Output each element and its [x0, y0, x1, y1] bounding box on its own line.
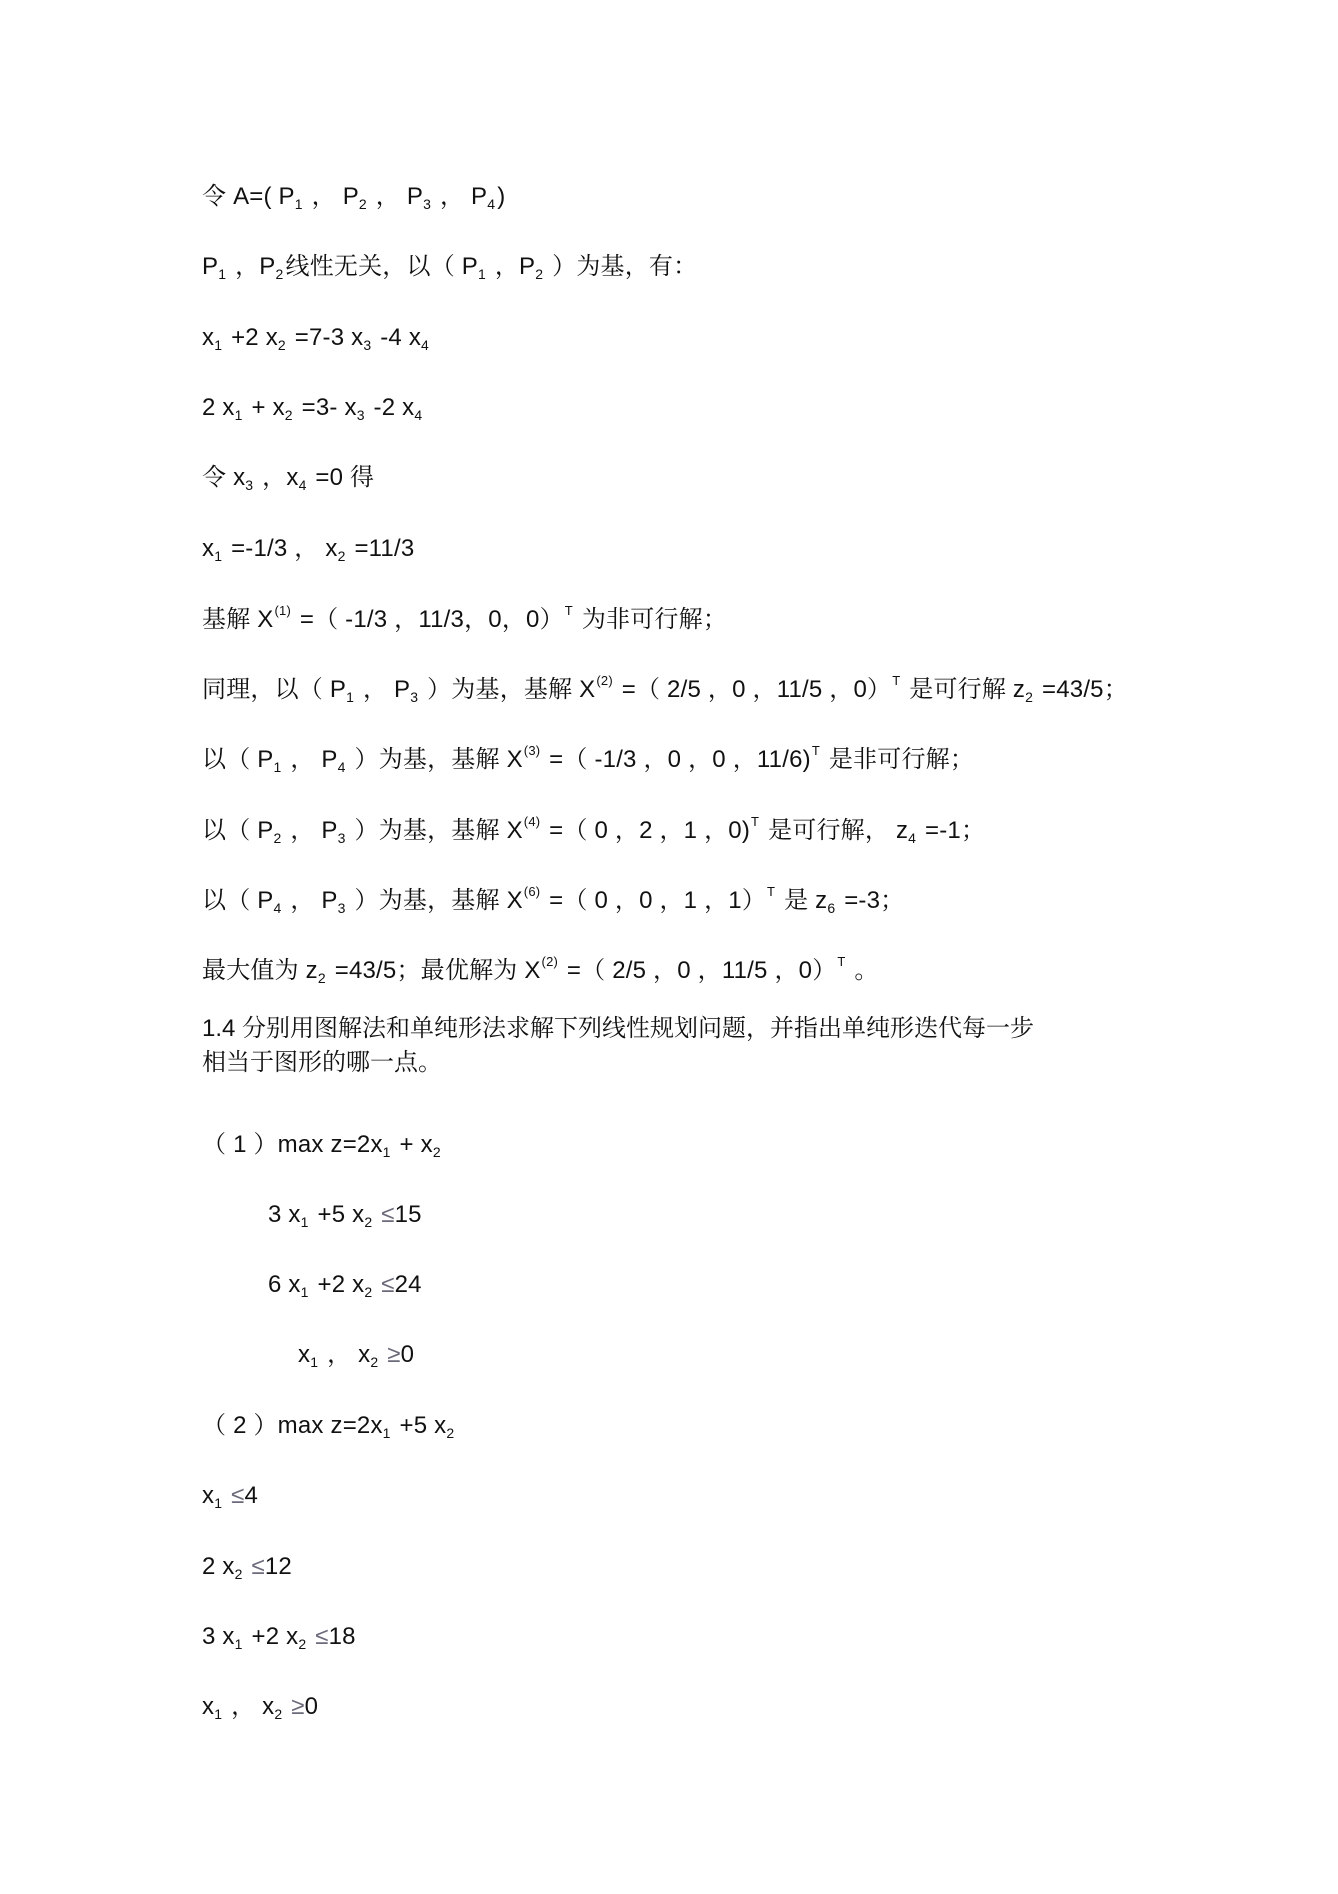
text-segment: 2 x: [202, 1553, 235, 1580]
inequality-sign: ≤: [244, 1553, 265, 1580]
basis-statement-line: [202, 252, 697, 282]
subscript: 1: [218, 266, 227, 282]
text-segment: 6 x: [268, 1271, 301, 1298]
text-segment: 。: [847, 957, 879, 984]
subscript: 4: [414, 407, 423, 423]
subscript: 1: [234, 1636, 243, 1652]
text-segment: 以（ P: [202, 817, 274, 844]
subscript: 2: [284, 407, 293, 423]
transpose-mark: T: [564, 603, 573, 618]
text-segment: ， P: [283, 817, 338, 844]
text-segment: =43/5；: [1035, 676, 1128, 703]
subscript: 4: [487, 196, 496, 212]
equation-1: [202, 323, 431, 353]
text-segment: x: [202, 324, 215, 351]
superscript: (1): [274, 603, 291, 618]
text-segment: 18: [328, 1623, 356, 1650]
text-segment: ）为基，基解 X: [347, 887, 523, 914]
text-segment: =（ 0 ，0 ，1 ，1）: [542, 887, 767, 914]
text-segment: 是可行解 z: [902, 676, 1026, 703]
text-segment: ， P: [283, 746, 338, 773]
subscript: 2: [358, 196, 367, 212]
text-segment: ， P: [356, 676, 411, 703]
equation-2: [202, 393, 424, 423]
problem-2-constraint-2: [202, 1552, 292, 1582]
text-segment: x: [202, 1482, 215, 1509]
text-segment: =7-3 x: [287, 324, 364, 351]
inequality-sign: ≤: [374, 1201, 395, 1228]
inequality-sign: ≤: [308, 1623, 329, 1650]
problem-heading: [202, 1012, 1034, 1080]
text-segment: 4: [244, 1482, 259, 1509]
problem-heading-line-1: 1.4 分别用图解法和单纯形法求解下列线性规划问题，并指出单纯形迭代每一步: [202, 1015, 1035, 1042]
subscript: 1: [214, 1706, 223, 1722]
transpose-mark: T: [892, 673, 901, 688]
text-segment: ， P: [433, 183, 488, 210]
text-segment: 0: [400, 1341, 415, 1368]
text-segment: -2 x: [366, 394, 415, 421]
subscript: 4: [273, 900, 282, 916]
superscript: (2): [541, 954, 559, 969]
problem-1-objective: [202, 1130, 443, 1160]
subscript: 1: [234, 407, 243, 423]
text-segment: +2 x: [224, 324, 278, 351]
problem-1-constraint-2: [268, 1270, 422, 1300]
subscript: 1: [300, 1214, 309, 1230]
text-segment: ，P: [487, 253, 536, 280]
subscript: 2: [370, 1354, 379, 1370]
inequality-sign: ≤: [224, 1482, 245, 1509]
optimal-solution-line: [202, 956, 879, 986]
superscript: (2): [596, 673, 613, 688]
text-segment: P: [202, 253, 219, 280]
text-segment: ）为基，有：: [545, 253, 698, 280]
subscript: 1: [477, 266, 486, 282]
subscript: 6: [827, 900, 836, 916]
basic-solution-2: [202, 675, 1128, 705]
problem-2-constraint-1: [202, 1481, 258, 1511]
basic-solution-1: [202, 605, 727, 635]
text-segment: +5 x: [310, 1201, 365, 1228]
text-segment: =-1/3 ， x: [224, 535, 338, 562]
problem-1-nonnegativity: [298, 1340, 414, 1370]
problem-heading-line-2: 相当于图形的哪一点。: [202, 1049, 442, 1076]
text-segment: （ 1 ）max z=2x: [202, 1131, 383, 1158]
subscript: 2: [432, 1144, 441, 1160]
text-segment: ): [497, 183, 506, 210]
problem-2-constraint-3: [202, 1622, 356, 1652]
text-segment: -4 x: [373, 324, 422, 351]
text-segment: ， P: [283, 887, 338, 914]
subscript: 4: [337, 759, 346, 775]
inequality-sign: ≤: [374, 1271, 395, 1298]
subscript: 3: [356, 407, 365, 423]
subscript: 1: [382, 1425, 391, 1441]
matrix-definition-line: [202, 182, 505, 212]
transpose-mark: T: [811, 743, 820, 758]
subscript: 2: [364, 1284, 373, 1300]
text-segment: =-3；: [837, 887, 905, 914]
text-segment: 0: [304, 1693, 319, 1720]
text-segment: ）为基，基解 X: [347, 817, 523, 844]
subscript: 1: [214, 337, 223, 353]
text-segment: x: [202, 535, 215, 562]
text-segment: 以（ P: [202, 746, 274, 773]
text-segment: + x: [392, 1131, 433, 1158]
subscript: 2: [535, 266, 544, 282]
text-segment: +2 x: [310, 1271, 365, 1298]
subscript: 2: [446, 1425, 455, 1441]
text-segment: + x: [244, 394, 285, 421]
problem-2-objective: [202, 1411, 456, 1441]
text-segment: ）为基，基解 X: [347, 746, 523, 773]
inequality-sign: ≥: [380, 1341, 401, 1368]
text-segment: 同理，以（ P: [202, 676, 347, 703]
subscript: 1: [382, 1144, 391, 1160]
text-segment: 令 A=( P: [202, 183, 295, 210]
text-segment: 12: [264, 1553, 292, 1580]
text-segment: +2 x: [244, 1623, 299, 1650]
subscript: 1: [310, 1354, 319, 1370]
subscript: 2: [234, 1566, 243, 1582]
text-segment: 24: [394, 1271, 422, 1298]
transpose-mark: T: [767, 884, 776, 899]
transpose-mark: T: [751, 814, 760, 829]
text-segment: ，x: [255, 464, 299, 491]
text-segment: ， P: [304, 183, 359, 210]
text-segment: =11/3: [347, 535, 415, 562]
text-segment: ，P: [228, 253, 276, 280]
inequality-sign: ≥: [284, 1693, 305, 1720]
text-segment: 2 x: [202, 394, 235, 421]
basic-solution-3: [202, 745, 974, 775]
text-segment: =43/5；最优解为 X: [327, 957, 541, 984]
subscript: 2: [275, 266, 284, 282]
subscript: 1: [300, 1284, 309, 1300]
text-segment: 是 z: [777, 887, 828, 914]
basic-solution-6: [202, 886, 904, 916]
subscript: 2: [274, 1706, 283, 1722]
problem-2-nonnegativity: [202, 1692, 318, 1722]
subscript: 3: [337, 900, 346, 916]
text-segment: 线性无关，以（ P: [285, 253, 478, 280]
text-segment: x: [202, 1693, 215, 1720]
text-segment: +5 x: [392, 1412, 447, 1439]
subscript: 2: [337, 548, 346, 564]
superscript: (4): [523, 814, 541, 829]
text-segment: =（ -1/3 ，11/3，0，0）: [292, 606, 564, 633]
text-segment: 最大值为 z: [202, 957, 318, 984]
text-segment: 令 x: [202, 464, 246, 491]
text-segment: 15: [394, 1201, 422, 1228]
subscript: 2: [1025, 689, 1034, 705]
transpose-mark: T: [837, 954, 846, 969]
subscript: 1: [273, 759, 282, 775]
text-segment: ， x: [224, 1693, 275, 1720]
superscript: (3): [523, 743, 541, 758]
text-segment: 3 x: [202, 1623, 235, 1650]
subscript: 2: [298, 1636, 307, 1652]
subscript: 3: [423, 196, 432, 212]
subscript: 1: [294, 196, 303, 212]
set-nonbasic-zero-line: [202, 463, 374, 493]
subscript: 3: [245, 477, 254, 493]
subscript: 3: [363, 337, 372, 353]
text-segment: =（ 2/5 ，0 ，11/5 ，0）: [560, 957, 837, 984]
subscript: 1: [346, 689, 355, 705]
subscript: 1: [214, 548, 223, 564]
text-segment: ， P: [368, 183, 424, 210]
text-segment: =0 得: [308, 464, 375, 491]
subscript: 2: [317, 970, 326, 986]
subscript: 2: [364, 1214, 373, 1230]
subscript: 1: [214, 1495, 223, 1511]
subscript: 2: [277, 337, 286, 353]
text-segment: 3 x: [268, 1201, 301, 1228]
subscript: 4: [908, 830, 917, 846]
text-segment: 基解 X: [202, 606, 274, 633]
text-segment: （ 2 ）max z=2x: [202, 1412, 383, 1439]
subscript: 4: [421, 337, 430, 353]
text-segment: ， x: [320, 1341, 371, 1368]
problem-1-constraint-1: [268, 1200, 422, 1230]
solution-values-line: [202, 534, 414, 564]
text-segment: =（ -1/3 ，0 ，0 ，11/6): [542, 746, 811, 773]
superscript: (6): [523, 884, 541, 899]
subscript: 3: [337, 830, 346, 846]
subscript: 2: [273, 830, 282, 846]
text-segment: x: [298, 1341, 311, 1368]
basic-solution-4: [202, 816, 985, 846]
text-segment: =（ 0 ，2 ，1 ，0): [542, 817, 751, 844]
text-segment: =-1；: [918, 817, 986, 844]
text-segment: 为非可行解；: [574, 606, 728, 633]
subscript: 4: [298, 477, 307, 493]
text-segment: 以（ P: [202, 887, 274, 914]
text-segment: 是非可行解；: [821, 746, 975, 773]
text-segment: =（ 2/5 ，0 ，11/5 ，0）: [614, 676, 892, 703]
subscript: 3: [410, 689, 419, 705]
text-segment: ）为基，基解 X: [420, 676, 596, 703]
text-segment: 是可行解， z: [761, 817, 909, 844]
text-segment: =3- x: [294, 394, 357, 421]
